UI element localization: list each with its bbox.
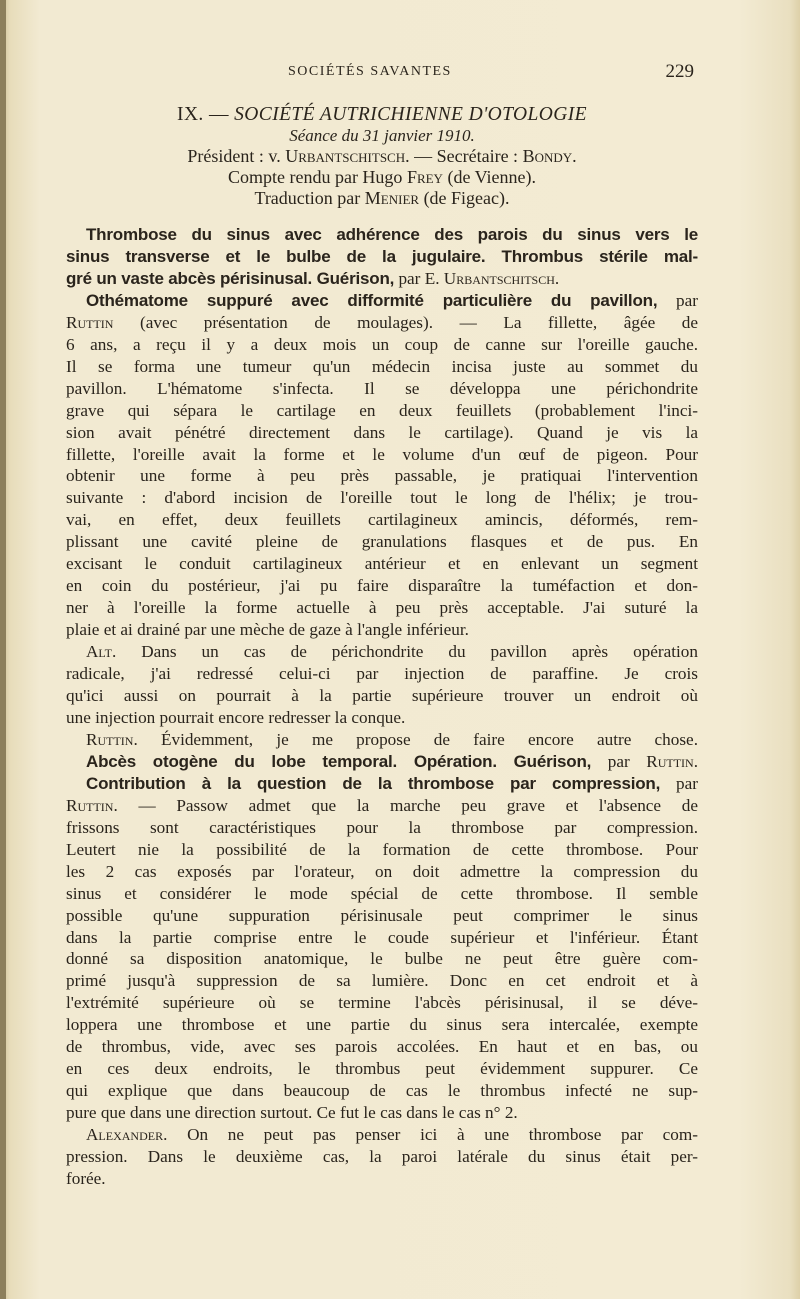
text-line: suivante : d'abord incision de l'oreille tout le long de l'hélix; je trou-: [66, 488, 698, 508]
text-line: frissons sont caractéristiques pour la thrombose par compression.: [66, 817, 698, 837]
text-line: forée.: [66, 1168, 106, 1188]
text-line: primé jusqu'à suppression de sa lumière. Donc en cet endroit et à: [66, 971, 698, 991]
text-line: fillette, l'oreille avait la forme et le volume d'un œuf de pigeon. Pour: [66, 444, 698, 464]
text-line: radicale, j'ai redressé celui-ci par injection de paraffine. Je crois: [66, 664, 698, 684]
officers-line: Président : v. Urbantschitsch. — Secrétaire : Bondy.: [187, 146, 577, 166]
text-line: qui explique que dans beaucoup de cas le thrombus infecté ne sup-: [66, 1081, 698, 1101]
text-line: Leutert nie la possibilité de la formation de cette thrombose. Pour: [66, 839, 698, 859]
text-line: qu'ici aussi on pourrait à la partie supérieure trouver un endroit où: [66, 686, 698, 706]
session-date: Séance du 31 janvier 1910.: [289, 126, 475, 145]
page-number: 229: [665, 61, 694, 82]
article-body: [66, 224, 698, 1190]
text-line: une injection pourrait encore redresser la conque.: [66, 707, 406, 727]
text-line: pure que dans une direction surtout. Ce fut le cas dans le cas n° 2.: [66, 1103, 518, 1123]
section-heading: IX. — SOCIÉTÉ AUTRICHIENNE D'OTOLOGIE: [177, 104, 587, 125]
session-title-block: [66, 104, 698, 209]
text-line: grave qui sépara le cartilage en deux feuillets (probablement l'inci-: [66, 400, 698, 420]
text-line: Ruttin. Évidemment, je me propose de faire encore autre chose.: [86, 729, 698, 749]
text-line: l'extrémité supérieure où se termine l'abcès périsinusal, il se déve-: [66, 993, 698, 1013]
text-line: loppera une thrombose et une partie du sinus sera intercalée, exempte: [66, 1015, 698, 1035]
text-line: Il se forma une tumeur qu'un médecin incisa juste au sommet du: [66, 356, 698, 376]
running-header: [66, 62, 698, 86]
text-line: Alt. Dans un cas de périchondrite du pavillon après opération: [86, 642, 698, 662]
text-line: obtenir une forme à peu près passable, je pratiquai l'intervention: [66, 466, 698, 486]
translation-line: Traduction par Menier (de Figeac).: [254, 188, 510, 208]
report-line: Compte rendu par Hugo Frey (de Vienne).: [227, 167, 537, 187]
text-line: pression. Dans le deuxième cas, la paroi latérale du sinus était per-: [66, 1147, 698, 1167]
text-line: les 2 cas exposés par l'orateur, on doit admettre la compression du: [66, 861, 698, 881]
text-line: de thrombus, vide, avec ses parois accolées. En haut et en bas, ou: [66, 1037, 698, 1057]
text-line: donné sa disposition anatomique, le bulbe ne peut être guère com-: [66, 949, 698, 969]
text-line: gré un vaste abcès périsinusal. Guérison, par E. Urbantschitsch.: [66, 268, 560, 288]
text-line: 6 ans, a reçu il y a deux mois un coup de canne sur l'oreille gauche.: [66, 334, 698, 354]
text-line: plaie et ai drainé par une mèche de gaze à l'angle inférieur.: [66, 620, 469, 640]
text-line: dans la partie comprise entre le coude supérieur et l'inférieur. Étant: [66, 927, 698, 947]
text-line: possible qu'une suppuration périsinusale peut comprimer le sinus: [66, 905, 698, 925]
text-line: Abcès otogène du lobe temporal. Opération. Guérison, par Ruttin.: [86, 751, 698, 771]
text-line: Ruttin. — Passow admet que la marche peu grave et l'absence de: [66, 795, 698, 815]
text-line: vai, en effet, deux feuillets cartilagineux amincis, déformés, rem-: [66, 510, 698, 530]
text-line: excisant le conduit cartilagineux antérieur et en enlevant un segment: [66, 554, 698, 574]
page-spine-edge: [0, 0, 6, 1299]
text-line: pavillon. L'hématome s'infecta. Il se développa une périchondrite: [66, 378, 698, 398]
text-line: Contribution à la question de la thrombose par compression, par: [86, 773, 698, 793]
text-line: sion avait pénétré directement dans le cartilage). Quand je vis la: [66, 422, 698, 442]
text-line: en coin du postérieur, j'ai pu faire disparaître la tuméfaction et don-: [66, 576, 698, 596]
text-line: ner à l'oreille la forme actuelle à peu près acceptable. J'ai suturé la: [66, 598, 698, 618]
text-line: Othématome suppuré avec difformité particulière du pavillon, par: [86, 290, 698, 310]
text-line: plissant une cavité pleine de granulations flasques et de pus. En: [66, 532, 698, 552]
running-title: SOCIÉTÉS SAVANTES: [288, 64, 452, 79]
text-line: sinus transverse et le bulbe de la jugulaire. Thrombus stérile mal-: [66, 246, 698, 266]
text-line: en ces deux endroits, le thrombus peut évidemment suppurer. Ce: [66, 1059, 698, 1079]
text-line: Alexander. On ne peut pas penser ici à une thrombose par com-: [86, 1125, 698, 1145]
text-line: Ruttin (avec présentation de moulages). — La fillette, âgée de: [66, 312, 698, 332]
text-line: Thrombose du sinus avec adhérence des parois du sinus vers le: [86, 225, 698, 244]
text-line: sinus et considérer le mode spécial de cette thrombose. Il semble: [66, 883, 698, 903]
